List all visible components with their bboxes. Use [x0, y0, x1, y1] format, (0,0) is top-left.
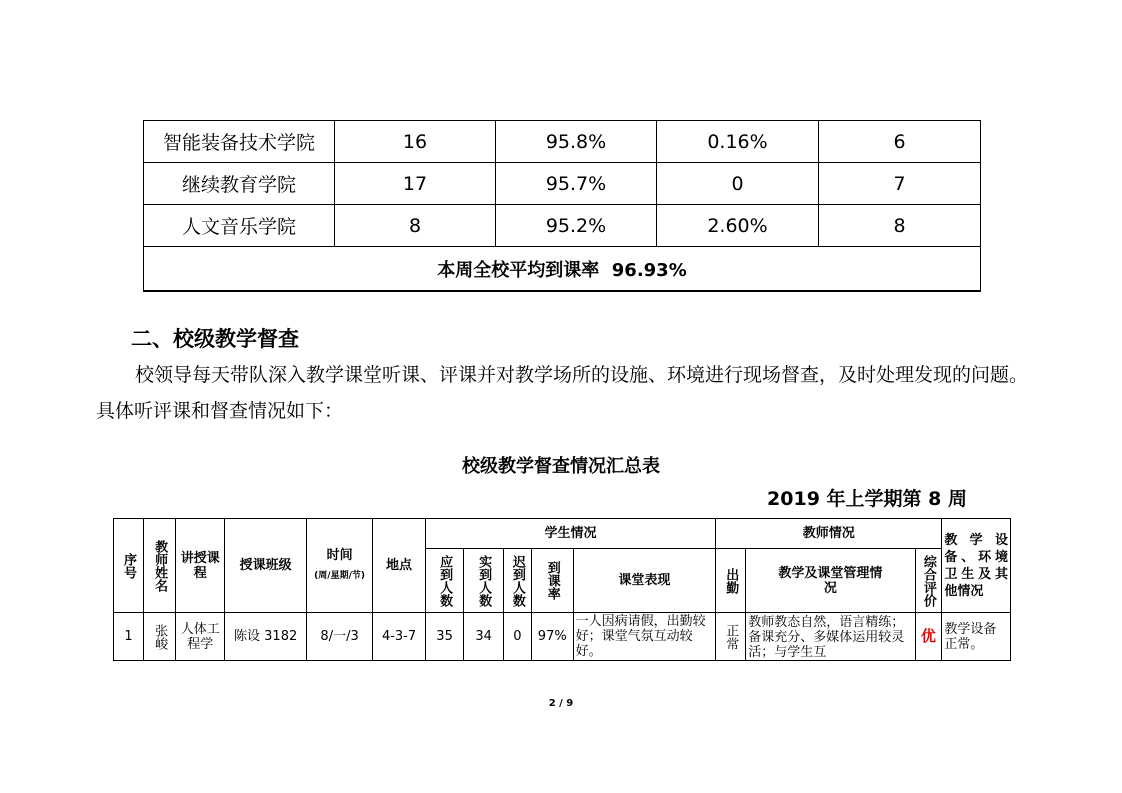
header-row	[114, 519, 1011, 549]
college-name: 继续教育学院	[144, 163, 335, 205]
header-teacher-info: 教师情况	[716, 519, 942, 549]
row-performance: 一人因病请假，出勤较好；课堂气氛互动较好。	[573, 613, 716, 661]
header-rate: 到课率	[531, 549, 573, 613]
header-actual: 实到人数	[464, 549, 504, 613]
row-course: 人体工程学	[176, 613, 225, 661]
row-time: 8/一/3	[306, 613, 372, 661]
header-teacher: 教师姓名	[144, 519, 176, 613]
table-cell: 16	[335, 121, 496, 163]
table-cell: 8	[819, 205, 981, 247]
table-row	[144, 163, 981, 205]
row-class: 陈设 3182	[225, 613, 306, 661]
row-should: 35	[425, 613, 464, 661]
row-facility: 教学设备正常。	[942, 613, 1011, 661]
table-subtitle: 2019 年上学期第 8 周	[767, 488, 967, 510]
college-name: 智能装备技术学院	[144, 121, 335, 163]
table-row	[114, 613, 1011, 661]
table-row	[144, 205, 981, 247]
row-overall	[915, 613, 942, 661]
header-should: 应到人数	[425, 549, 464, 613]
header-no: 序号	[114, 519, 144, 613]
header-performance: 课堂表现	[573, 549, 716, 613]
table-cell: 2.60%	[657, 205, 819, 247]
attendance-rate: 95.2%	[496, 205, 657, 247]
summary-row	[144, 247, 981, 292]
section-heading: 二、校级教学督查	[131, 327, 299, 351]
row-late: 0	[504, 613, 532, 661]
average-attendance-summary: 本周全校平均到课率 96.93%	[144, 247, 981, 292]
header-time-note: (周/星期/节)	[314, 570, 365, 581]
header-time-label: 时间	[326, 547, 353, 563]
header-students: 学生情况	[425, 519, 715, 549]
attendance-stats-table	[143, 120, 981, 292]
table-cell: 6	[819, 121, 981, 163]
header-time	[306, 519, 372, 613]
table-cell: 7	[819, 163, 981, 205]
row-place: 4-3-7	[373, 613, 426, 661]
row-rate: 97%	[531, 613, 573, 661]
table-cell: 17	[335, 163, 496, 205]
row-teacher: 张峻	[144, 613, 176, 661]
header-facility: 教学设备、环境卫生及其他情况	[942, 519, 1011, 613]
overall-rating: 优	[920, 626, 936, 645]
header-place: 地点	[373, 519, 426, 613]
row-attendance: 正常	[716, 613, 746, 661]
header-class: 授课班级	[225, 519, 306, 613]
table-cell: 8	[335, 205, 496, 247]
table-row	[144, 121, 981, 163]
header-attendance: 出勤	[716, 549, 746, 613]
row-actual: 34	[464, 613, 504, 661]
header-management: 教学及课堂管理情况	[746, 549, 915, 613]
table-cell: 0	[657, 163, 819, 205]
section-paragraph	[96, 357, 1031, 429]
paragraph-text: 校领导每天带队深入教学课堂听课、评课并对教学场所的设施、环境进行现场督查，及时处理发现的问题。具体听评课和督查情况如下：	[96, 364, 1029, 422]
header-late: 迟到人数	[504, 549, 532, 613]
table-title: 校级教学督查情况汇总表	[462, 456, 660, 477]
college-name: 人文音乐学院	[144, 205, 335, 247]
attendance-rate: 95.8%	[496, 121, 657, 163]
supervision-table	[113, 518, 1011, 661]
header-course: 讲授课程	[176, 519, 225, 613]
attendance-rate: 95.7%	[496, 163, 657, 205]
header-overall: 综合评价	[915, 549, 942, 613]
page-number: 2 / 9	[548, 698, 574, 709]
row-no: 1	[114, 613, 144, 661]
row-management: 教师教态自然，语言精练；备课充分、多媒体运用较灵活；与学生互	[746, 613, 915, 661]
table-cell: 0.16%	[657, 121, 819, 163]
